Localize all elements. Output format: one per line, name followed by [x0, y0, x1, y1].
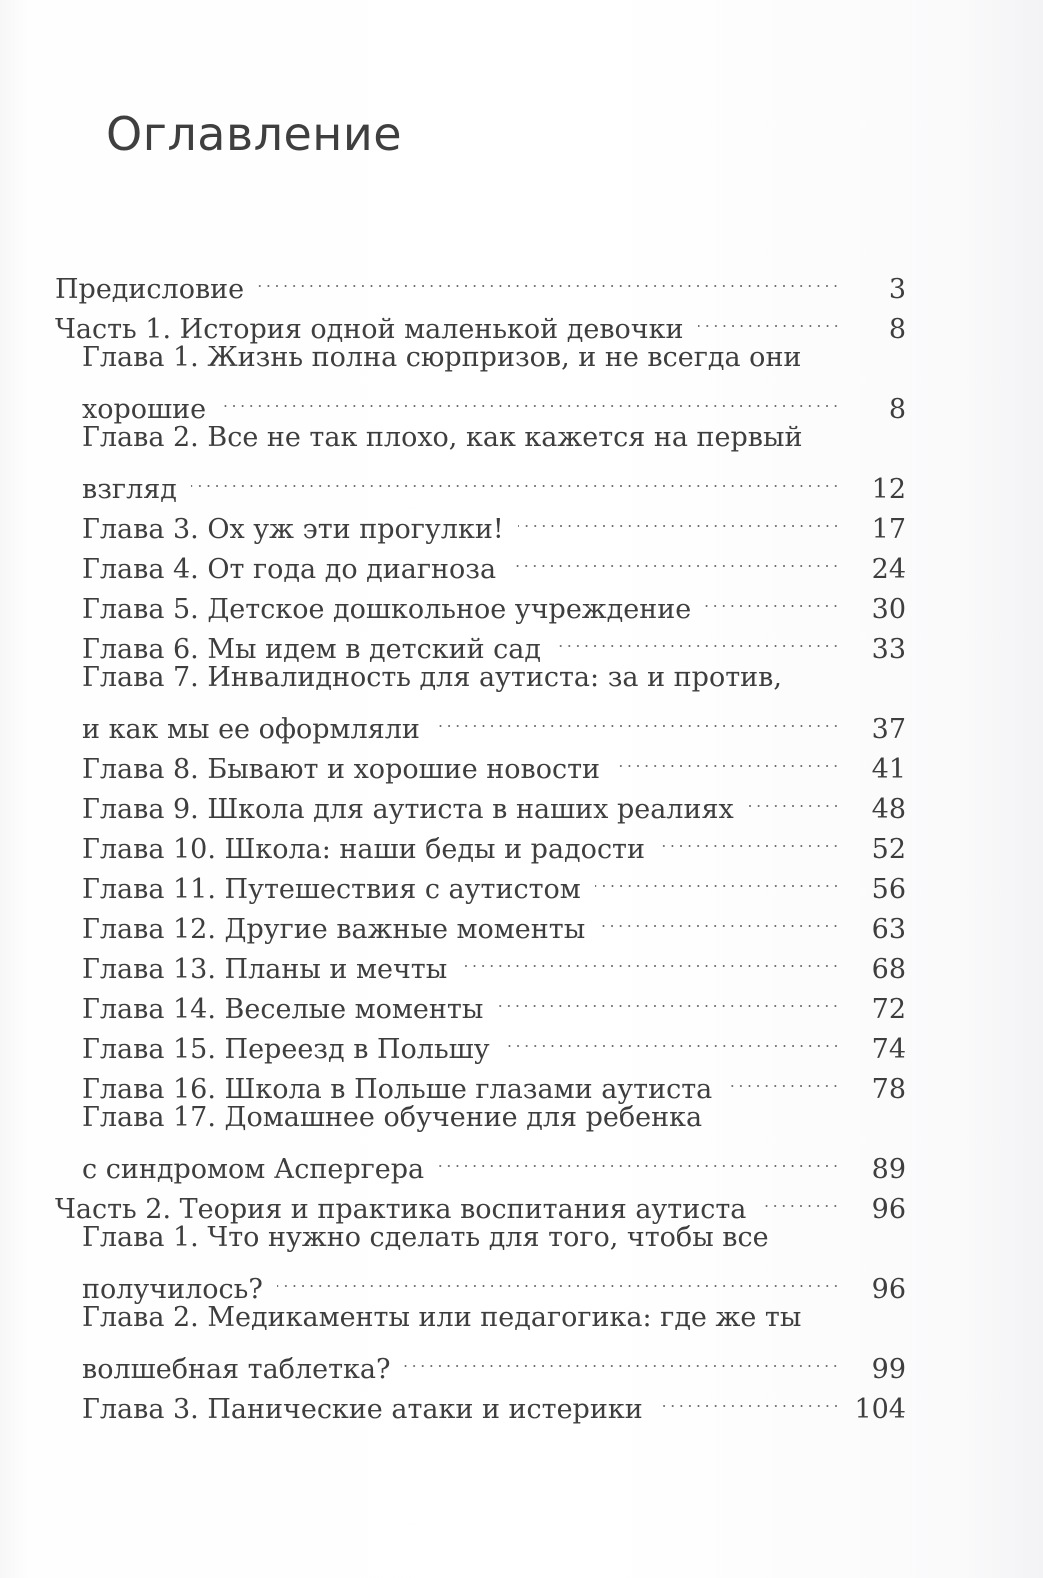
toc-entry-line	[82, 898, 906, 945]
toc-entry-line	[82, 498, 906, 545]
dot-leader	[726, 1058, 840, 1098]
page-number: 78	[871, 1074, 906, 1105]
toc-entry-title: Глава 12. Другие важные моменты	[82, 914, 586, 945]
page-number: 74	[871, 1034, 906, 1065]
toc-entry-line	[82, 658, 906, 698]
dot-leader	[698, 298, 840, 338]
page-number: 8	[888, 314, 906, 345]
toc-chapter-entry[interactable]	[55, 338, 906, 425]
dot-leader	[191, 458, 840, 498]
toc-entry-line	[82, 858, 906, 905]
toc-part-entry[interactable]	[55, 298, 906, 345]
toc-entry-line	[82, 1258, 906, 1305]
toc-chapter-entry[interactable]	[55, 498, 906, 545]
toc-entry-title: Глава 6. Мы идем в детский сад	[82, 634, 541, 665]
toc-chapter-entry[interactable]	[55, 938, 906, 985]
toc-chapter-entry[interactable]	[55, 1058, 906, 1105]
page-number: 56	[871, 874, 906, 905]
toc-chapter-entry[interactable]	[55, 898, 906, 945]
page-number: 68	[871, 954, 906, 985]
page-number: 89	[871, 1154, 906, 1185]
toc-entry-line	[82, 1138, 906, 1185]
toc-entry-title: Глава 15. Переезд в Польшу	[82, 1034, 490, 1065]
toc-entry-title: волшебная таблетка?	[82, 1354, 391, 1385]
toc-entry-title: Глава 17. Домашнее обучение для ребенка	[82, 1102, 703, 1133]
dot-leader	[461, 938, 840, 978]
toc-entry-line	[82, 1058, 906, 1105]
toc-entry-title: Глава 4. От года до диагноза	[82, 554, 497, 585]
page-number: 96	[871, 1274, 906, 1305]
toc-entry-title: Глава 14. Веселые моменты	[82, 994, 484, 1025]
toc-chapter-entry[interactable]	[55, 538, 906, 585]
toc-entry-title: Глава 8. Бывают и хорошие новости	[82, 754, 601, 785]
page-number: 104	[854, 1394, 906, 1425]
toc-chapter-entry[interactable]	[55, 1218, 906, 1305]
page-number: 3	[888, 274, 906, 305]
page-number: 17	[871, 514, 906, 545]
toc-entry-title: Глава 9. Школа для аутиста в наших реалиях	[82, 794, 734, 825]
toc-chapter-entry[interactable]	[55, 858, 906, 905]
toc-entry-line	[82, 778, 906, 825]
toc-entry-line	[82, 458, 906, 505]
toc-entry-title: Глава 7. Инвалидность для аутиста: за и против,	[82, 662, 782, 693]
toc-chapter-entry[interactable]	[55, 658, 906, 745]
toc-entry-line	[82, 738, 906, 785]
toc-chapter-entry[interactable]	[55, 1018, 906, 1065]
toc-entry-line	[82, 1298, 906, 1338]
dot-leader	[614, 738, 840, 778]
page-number: 24	[871, 554, 906, 585]
toc-entry-title: Глава 16. Школа в Польше глазами аутиста	[82, 1074, 713, 1105]
page-title: Оглавление	[106, 107, 403, 161]
toc-entry-line	[82, 818, 906, 865]
page-number: 37	[871, 714, 906, 745]
toc-entry-title: Часть 2. Теория и практика воспитания аутиста	[55, 1194, 747, 1225]
toc-chapter-entry[interactable]	[55, 1098, 906, 1185]
toc-entry-title: Глава 2. Медикаменты или педагогика: где же ты	[82, 1302, 802, 1333]
dot-leader	[657, 1378, 840, 1418]
toc-entry-line	[82, 698, 906, 745]
toc-chapter-entry[interactable]	[55, 578, 906, 625]
toc-entry-line	[82, 418, 906, 458]
dot-leader	[748, 778, 840, 818]
toc-entry-title: взгляд	[82, 474, 177, 505]
dot-leader	[220, 378, 840, 418]
page-number: 30	[871, 594, 906, 625]
dot-leader	[438, 1138, 840, 1178]
toc-entry-title: хорошие	[82, 394, 207, 425]
toc-entry-title: Глава 3. Панические атаки и истерики	[82, 1394, 643, 1425]
toc-entry-line	[55, 1178, 906, 1225]
page-number: 96	[871, 1194, 906, 1225]
toc-chapter-entry[interactable]	[55, 818, 906, 865]
toc-entry-title: Предисловие	[55, 274, 245, 305]
toc-entry-line	[82, 1098, 906, 1138]
toc-entry-title: Глава 13. Планы и мечты	[82, 954, 448, 985]
toc-entry-line	[82, 538, 906, 585]
page-number: 99	[871, 1354, 906, 1385]
toc-chapter-entry[interactable]	[55, 738, 906, 785]
dot-leader	[659, 818, 840, 858]
page-number: 52	[871, 834, 906, 865]
toc-entry-title: Глава 10. Школа: наши беды и радости	[82, 834, 645, 865]
toc-chapter-entry[interactable]	[55, 1298, 906, 1385]
dot-leader	[258, 258, 840, 298]
toc-chapter-entry[interactable]	[55, 778, 906, 825]
page-number: 48	[871, 794, 906, 825]
dot-leader	[277, 1258, 840, 1298]
toc-entry-title: Глава 11. Путешествия с аутистом	[82, 874, 581, 905]
toc-entry-title: Глава 1. Жизнь полна сюрпризов, и не всегда они	[82, 342, 802, 373]
toc-chapter-entry[interactable]	[55, 618, 906, 665]
dot-leader	[434, 698, 840, 738]
toc-entry-line	[55, 298, 906, 345]
toc-entry-line	[55, 258, 906, 305]
toc-entry-title: Глава 3. Ох уж эти прогулки!	[82, 514, 504, 545]
dot-leader	[705, 578, 840, 618]
toc-entry-title: с синдромом Аспергера	[82, 1154, 425, 1185]
toc-entry-line	[82, 978, 906, 1025]
table-of-contents	[55, 258, 906, 1425]
page-number: 72	[871, 994, 906, 1025]
dot-leader	[760, 1178, 840, 1218]
dot-leader	[504, 1018, 840, 1058]
toc-entry-line	[82, 938, 906, 985]
toc-part-entry[interactable]	[55, 1178, 906, 1225]
toc-entry-title: Часть 1. История одной маленькой девочки	[55, 314, 684, 345]
page-number: 8	[888, 394, 906, 425]
dot-leader	[404, 1338, 840, 1378]
dot-leader	[599, 898, 840, 938]
toc-part-entry[interactable]	[55, 258, 906, 305]
page-number: 41	[871, 754, 906, 785]
toc-chapter-entry[interactable]	[55, 978, 906, 1025]
toc-entry-line	[82, 378, 906, 425]
toc-entry-line	[82, 1218, 906, 1258]
page-number: 12	[871, 474, 906, 505]
dot-leader	[510, 538, 840, 578]
dot-leader	[518, 498, 840, 538]
toc-entry-title: получилось?	[82, 1274, 263, 1305]
toc-entry-line	[82, 578, 906, 625]
toc-chapter-entry[interactable]	[55, 418, 906, 505]
toc-entry-title: Глава 2. Все не так плохо, как кажется на первый	[82, 422, 803, 453]
dot-leader	[595, 858, 840, 898]
toc-chapter-entry[interactable]	[55, 1378, 906, 1425]
toc-entry-line	[82, 338, 906, 378]
page-number: 63	[871, 914, 906, 945]
toc-entry-line	[82, 1338, 906, 1385]
dot-leader	[555, 618, 840, 658]
toc-entry-title: Глава 5. Детское дошкольное учреждение	[82, 594, 692, 625]
dot-leader	[497, 978, 840, 1018]
toc-entry-line	[82, 618, 906, 665]
toc-entry-line	[82, 1018, 906, 1065]
toc-entry-title: Глава 1. Что нужно сделать для того, чтобы все	[82, 1222, 769, 1253]
toc-entry-line	[82, 1378, 906, 1425]
toc-entry-title: и как мы ее оформляли	[82, 714, 420, 745]
page-number: 33	[871, 634, 906, 665]
